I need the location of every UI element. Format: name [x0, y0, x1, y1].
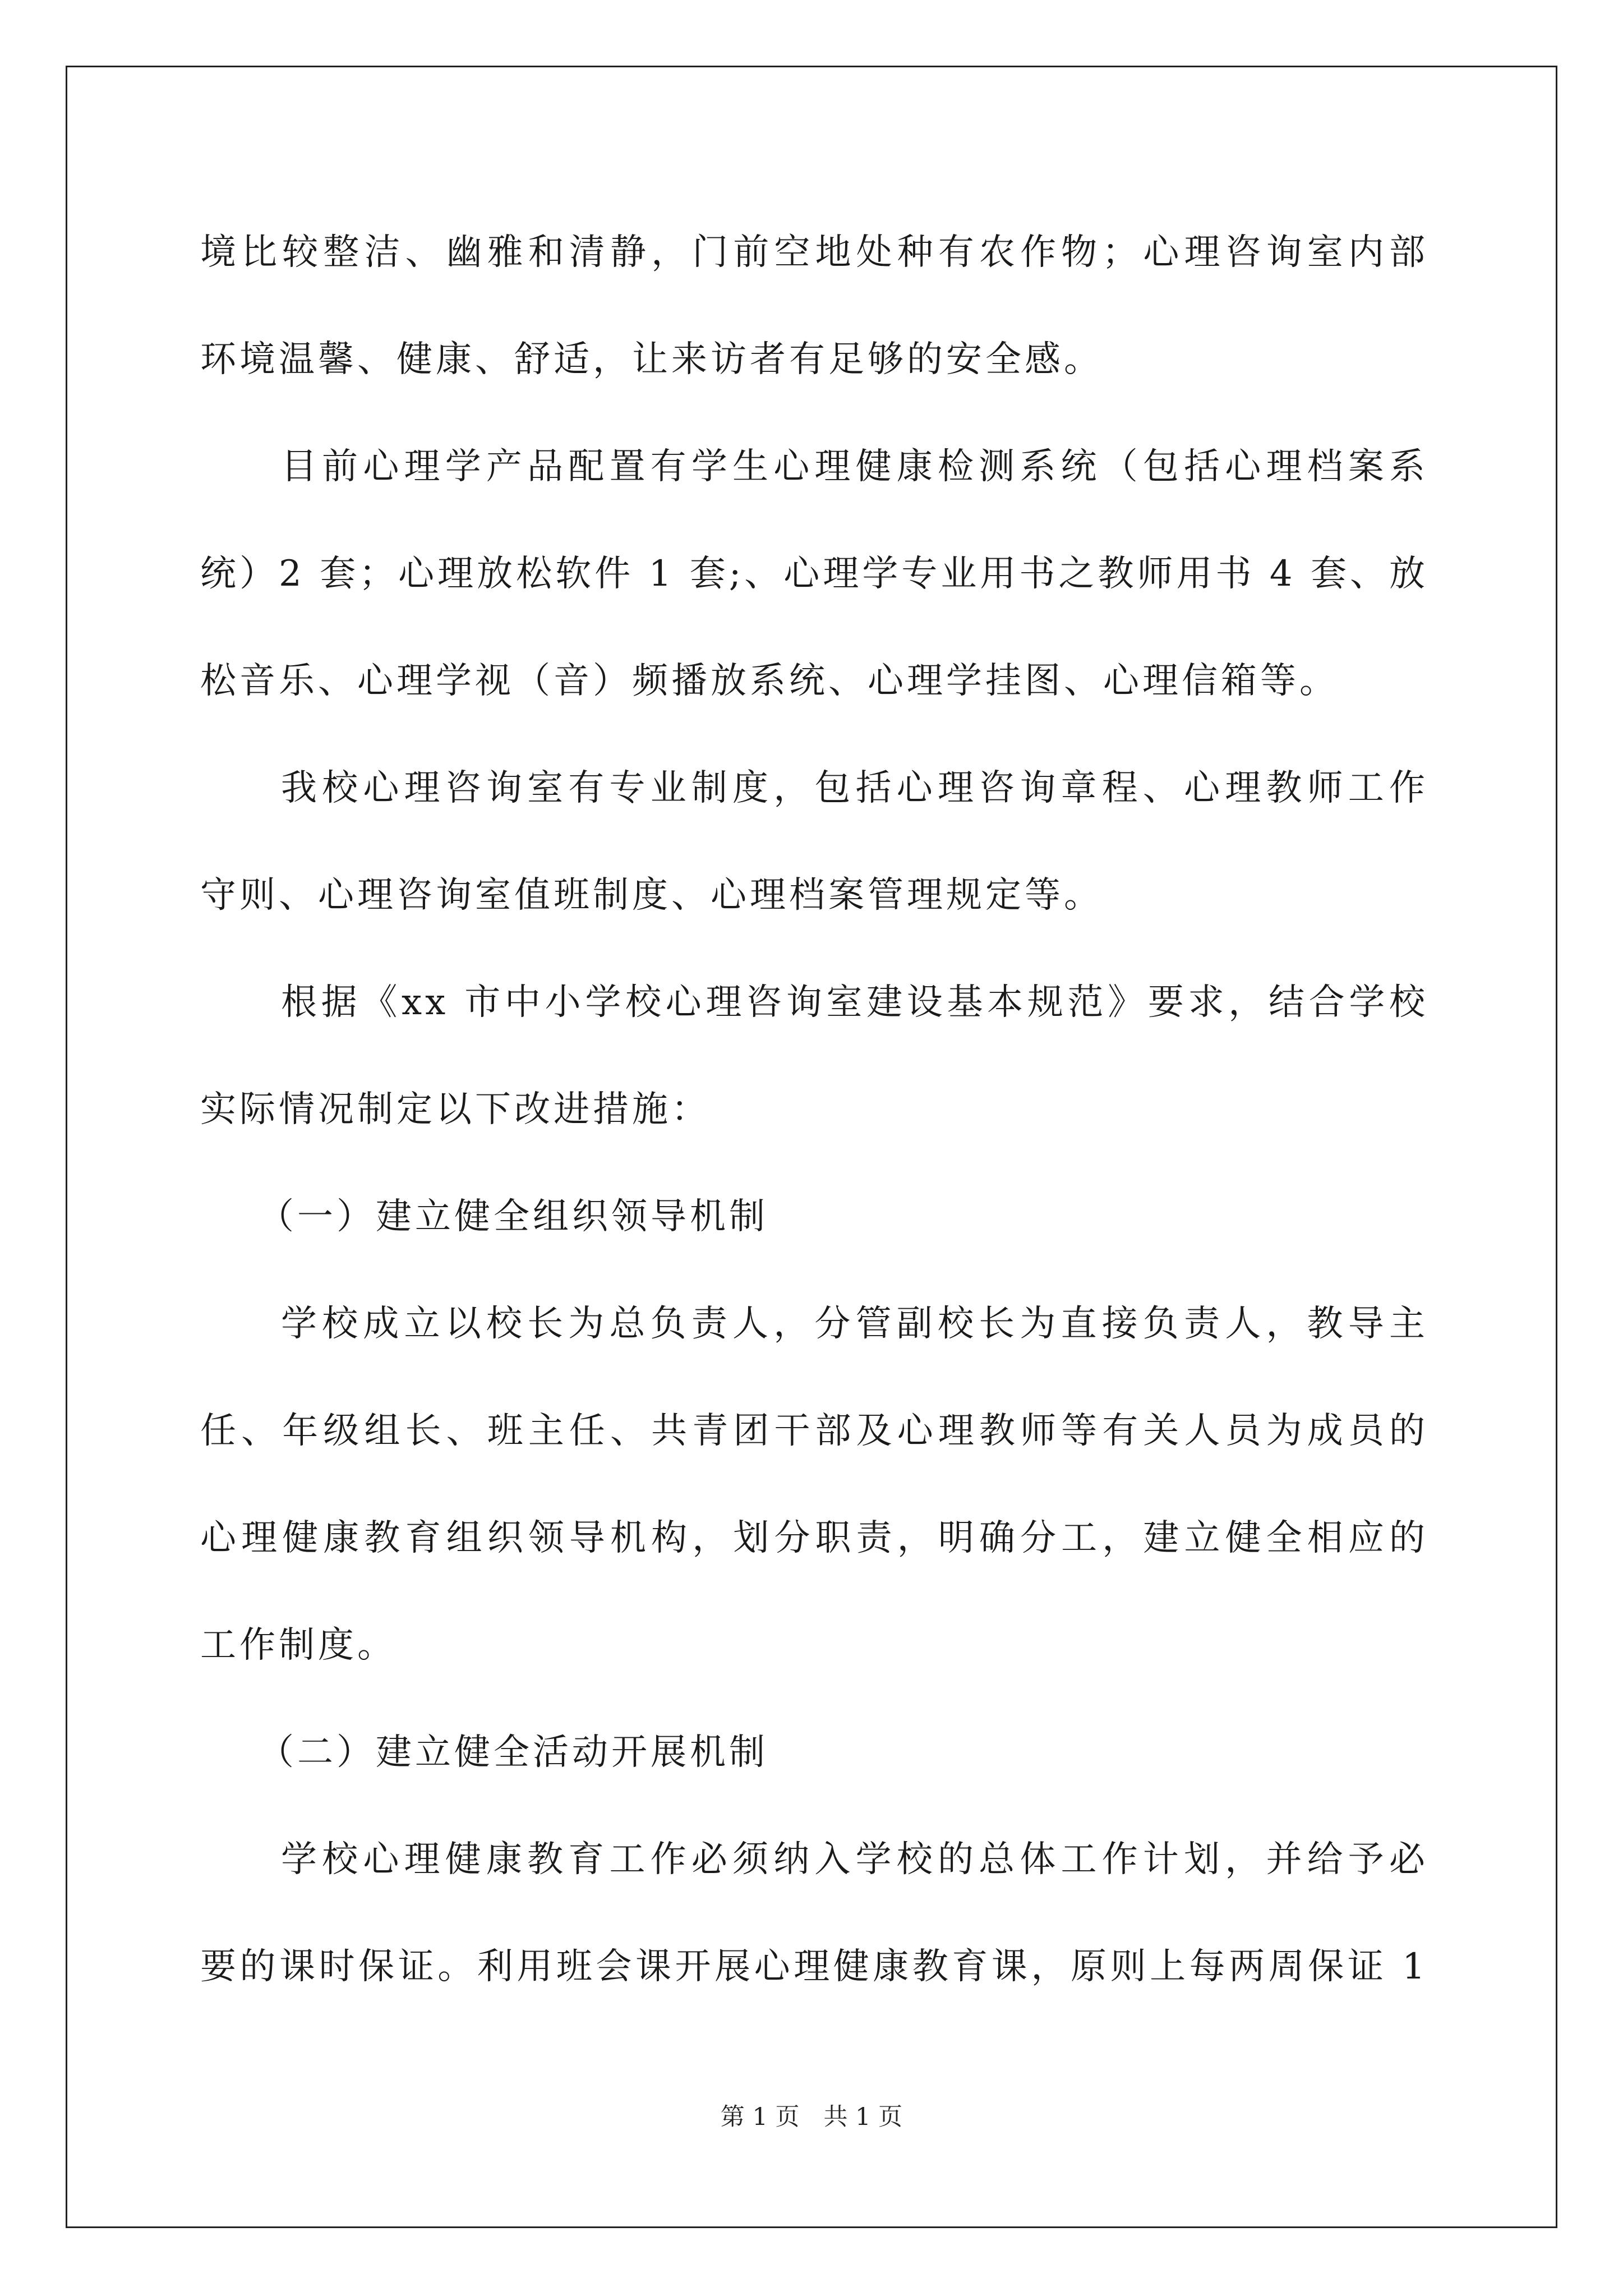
section-heading: （一）建立健全组织领导机制 [258, 1196, 768, 1237]
text-line: 统）2 套；心理放松软件 1 套;、心理学专业用书之教师用书 4 套、放 [200, 553, 1428, 595]
text-line: 要的课时保证。利用班会课开展心理健康教育课，原则上每两周保证 1 [200, 1946, 1428, 1987]
text-line: 目前心理学产品配置有学生心理健康检测系统（包括心理档案系 [281, 446, 1428, 487]
text-line: 学校心理健康教育工作必须纳入学校的总体工作计划，并给予必 [281, 1839, 1428, 1880]
text-line: 环境温馨、健康、舒适，让来访者有足够的安全感。 [200, 339, 1103, 380]
text-line: 松音乐、心理学视（音）频播放系统、心理学挂图、心理信箱等。 [200, 660, 1339, 702]
text-line: 根据《xx 市中小学校心理咨询室建设基本规范》要求，结合学校 [281, 982, 1428, 1023]
text-line: 境比较整洁、幽雅和清静，门前空地处种有农作物；心理咨询室内部 [200, 232, 1428, 273]
text-line: 我校心理咨询室有专业制度，包括心理咨询章程、心理教师工作 [281, 767, 1428, 809]
text-line: 守则、心理咨询室值班制度、心理档案管理规定等。 [200, 875, 1103, 916]
text-line: 任、年级组长、班主任、共青团干部及心理教师等有关人员为成员的 [200, 1410, 1428, 1452]
section-heading: （二）建立健全活动开展机制 [258, 1732, 768, 1773]
text-line: 心理健康教育组织领导机构，划分职责，明确分工，建立健全相应的 [200, 1517, 1428, 1559]
text-line: 工作制度。 [200, 1625, 396, 1666]
document-body [200, 199, 1428, 2021]
text-line: 学校成立以校长为总负责人，分管副校长为直接负责人，教导主 [281, 1303, 1428, 1345]
text-line: 实际情况制定以下改进措施： [200, 1089, 711, 1130]
page-number-footer: 第 1 页 共 1 页 [720, 2103, 903, 2131]
